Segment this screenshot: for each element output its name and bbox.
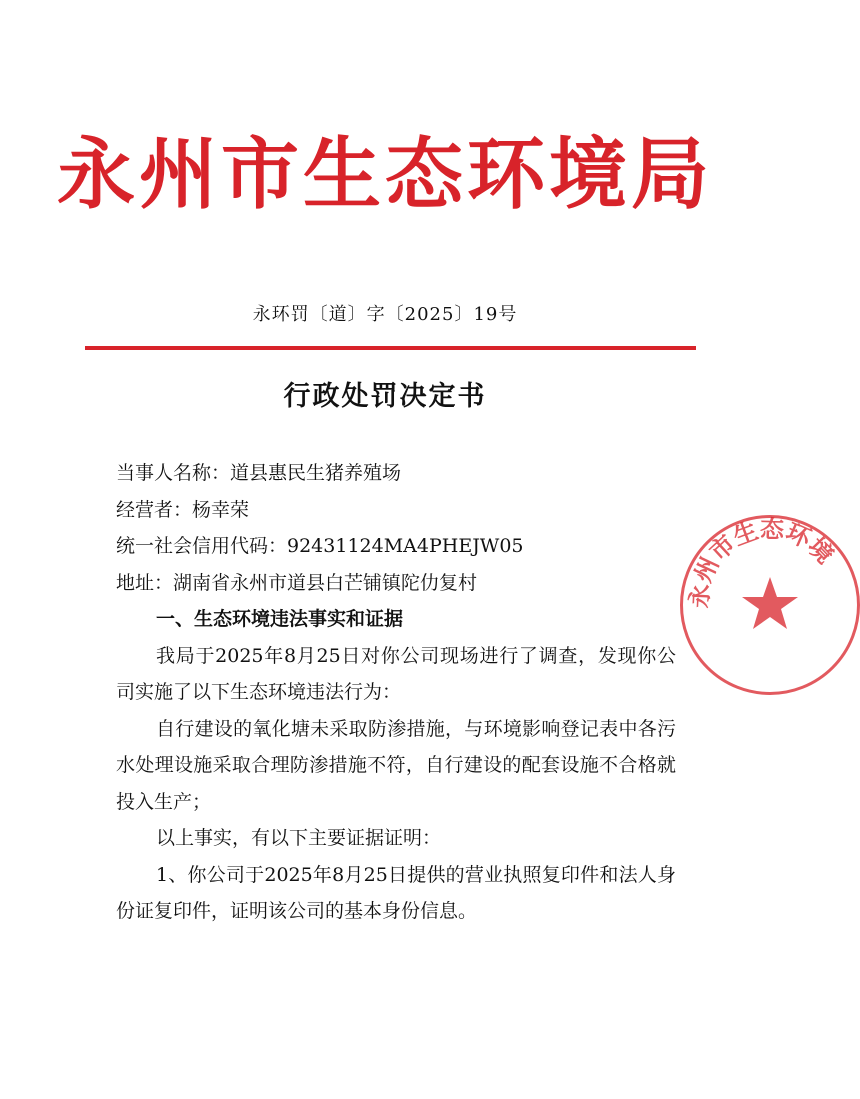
seal-graphic (680, 515, 860, 695)
party-address: 地址：湖南省永州市道县白芒铺镇陀仂复村 (116, 571, 478, 594)
agency-masthead: 永州市生态环境局 (56, 129, 713, 220)
paragraph-evidence-intro: 以上事实，有以下主要证据证明： (156, 827, 442, 849)
paragraph-investigation: 我局于2025年8月25日对你公司现场进行了调查，发现你公司实施了以下生态环境违法行为： (116, 644, 676, 703)
party-credit-code: 统一社会信用代码：92431124MA4PHEJW05 (116, 535, 524, 557)
document-body (116, 455, 676, 930)
document-number: 永环罚〔道〕字〔2025〕19号 (252, 304, 518, 325)
party-operator: 经营者：杨幸荣 (116, 498, 250, 521)
section-heading: 一、生态环境违法事实和证据 (156, 608, 404, 630)
star-icon (742, 577, 798, 629)
red-divider-line (85, 346, 696, 350)
paragraph-evidence-1: 1、你公司于2025年8月25日提供的营业执照复印件和法人身份证复印件，证明该公司的基本身份信息。 (116, 863, 676, 922)
paragraph-violation: 自行建设的氧化塘未采取防渗措施，与环境影响登记表中各污水处理设施采取合理防渗措施不符，自行建设的配套设施不合格就投入生产； (116, 717, 676, 813)
official-seal-stamp (680, 515, 860, 695)
party-name: 当事人名称：道县惠民生猪养殖场 (116, 462, 402, 484)
document-title: 行政处罚决定书 (283, 381, 487, 412)
svg-text:永州市生态环境 (685, 515, 840, 609)
seal-text: 永州市生态环境 (684, 515, 840, 609)
